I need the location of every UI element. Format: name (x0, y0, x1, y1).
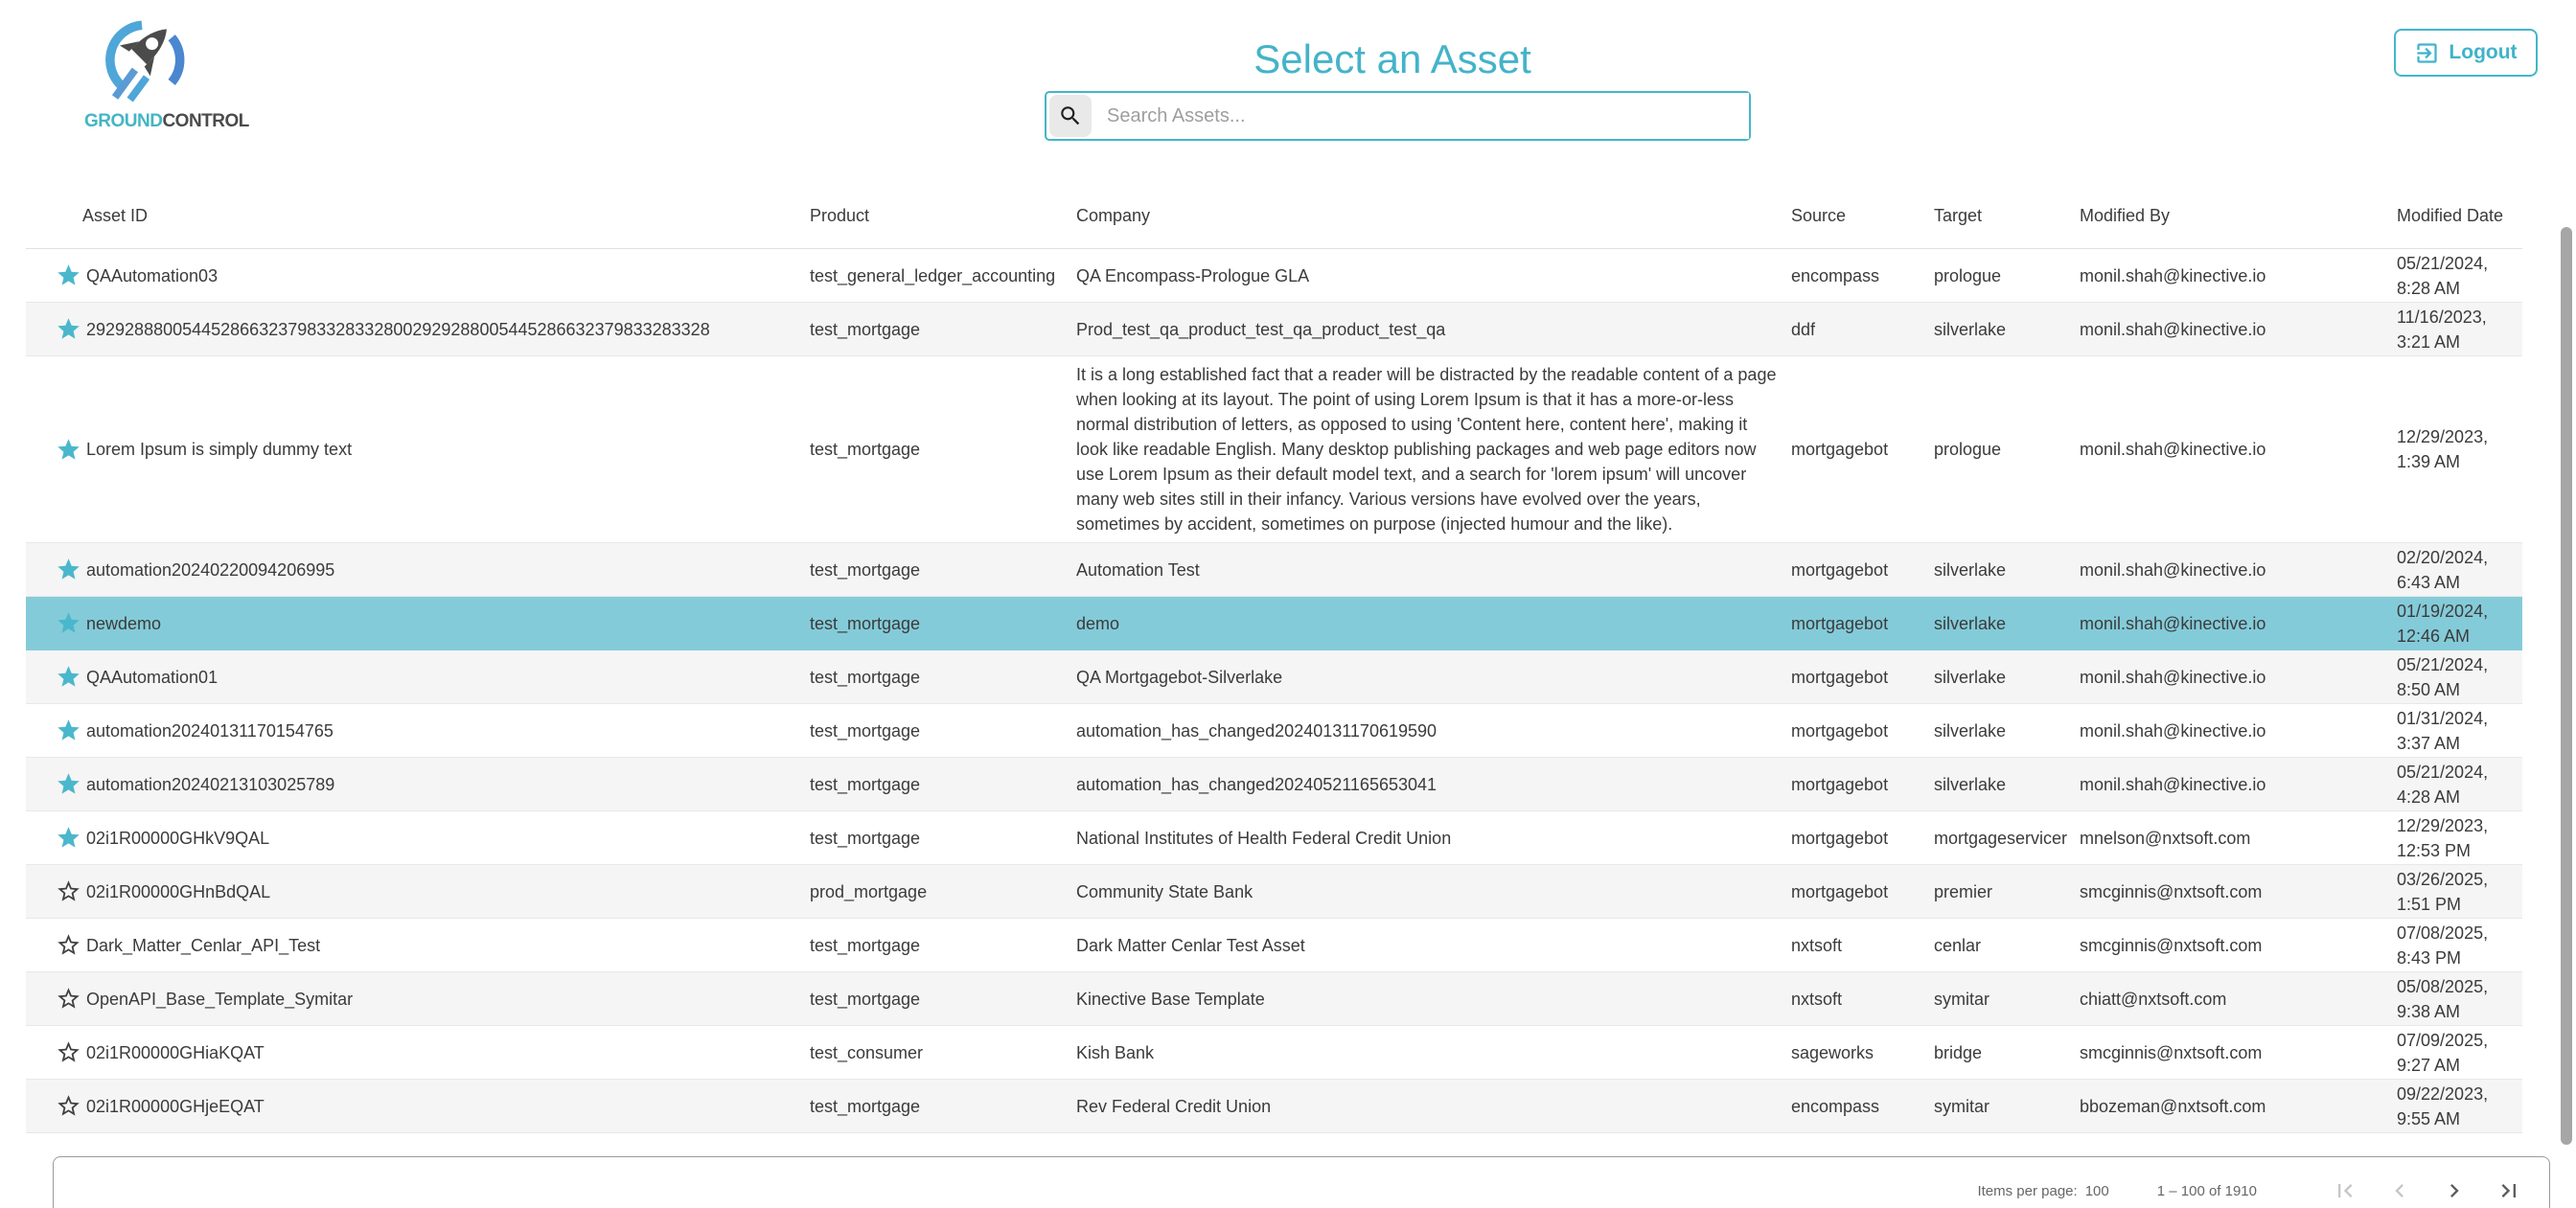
vertical-scrollbar-thumb[interactable] (2561, 227, 2572, 1145)
product-text: prod_mortgage (810, 881, 928, 901)
company-text: It is a long established fact that a reader will be distracted by the readable content of a page when looking at its layout. The point of using Lorem Ipsum is that it has a more-or-less normal distribution of letters, as opposed to using 'Content here, content here', making it look like readable English. Many desktop publishing packages and web page editors now use Lorem Ipsum as their default model text, and a search for 'lorem ipsum' will uncover many web sites still in their infancy. Various versions have evolved over the years, sometimes by accident, sometimes on purpose (injected humour and the like). (1076, 365, 1777, 534)
table-row[interactable] (26, 249, 2522, 303)
source-text: mortgagebot (1791, 774, 1889, 794)
product-text: test_mortgage (810, 667, 921, 687)
source-text: nxtsoft (1791, 989, 1843, 1009)
table-row[interactable] (26, 811, 2522, 865)
logout-label: Logout (2449, 41, 2518, 63)
source-text: sageworks (1791, 1042, 1874, 1062)
items-per-page-select[interactable]: 100 (2084, 1182, 2109, 1199)
asset-table (26, 182, 2522, 1133)
star-filled-icon[interactable] (56, 610, 81, 636)
modified-date-text: 05/21/2024, 8:28 AM (2397, 253, 2489, 298)
company-text: Community State Bank (1076, 881, 1254, 901)
product-text: test_mortgage (810, 613, 921, 633)
modified-by-text: monil.shah@kinective.io (2080, 319, 2266, 339)
source-text: mortgagebot (1791, 559, 1889, 580)
chevron-left-icon (2386, 1177, 2413, 1204)
source-text: mortgagebot (1791, 667, 1889, 687)
company-text: Dark Matter Cenlar Test Asset (1076, 935, 1305, 955)
modified-date-text: 01/19/2024, 12:46 AM (2397, 601, 2489, 646)
target-text: silverlake (1934, 774, 2007, 794)
table-row[interactable] (26, 865, 2522, 919)
product-text: test_mortgage (810, 989, 921, 1009)
asset-id-text: Dark_Matter_Cenlar_API_Test (86, 935, 321, 955)
last-page-icon (2496, 1177, 2522, 1204)
rocket-icon (97, 13, 196, 113)
modified-by-text: monil.shah@kinective.io (2080, 265, 2266, 285)
table-row[interactable] (26, 919, 2522, 972)
last-page-button[interactable] (2490, 1172, 2528, 1208)
logo-wordmark: GROUNDCONTROL (84, 111, 249, 131)
target-text: prologue (1934, 265, 2002, 285)
modified-date-text: 05/21/2024, 8:50 AM (2397, 654, 2489, 699)
modified-by-text: smcginnis@nxtsoft.com (2080, 1042, 2263, 1062)
product-text: test_mortgage (810, 828, 921, 848)
search-input[interactable] (1092, 93, 1749, 139)
groundcontrol-logo (84, 13, 249, 132)
asset-id-text: OpenAPI_Base_Template_Symitar (86, 989, 354, 1009)
target-text: symitar (1934, 1096, 1990, 1116)
search-icon-button[interactable] (1049, 95, 1092, 137)
search-icon (1058, 103, 1083, 128)
logout-button[interactable] (2394, 29, 2538, 77)
star-filled-icon[interactable] (56, 316, 81, 342)
target-text: cenlar (1934, 935, 1982, 955)
first-page-button[interactable] (2326, 1172, 2364, 1208)
modified-by-text: bbozeman@nxtsoft.com (2080, 1096, 2266, 1116)
first-page-icon (2332, 1177, 2358, 1204)
modified-date-text: 03/26/2025, 1:51 PM (2397, 869, 2489, 914)
company-text: automation_has_changed20240521165653041 (1076, 774, 1438, 794)
column-header-product: Product (810, 205, 870, 225)
modified-date-text: 05/21/2024, 4:28 AM (2397, 762, 2489, 807)
pagination-range-label: 1 – 100 of 1910 (2156, 1182, 2257, 1199)
table-row[interactable] (26, 1026, 2522, 1080)
table-row[interactable] (26, 758, 2522, 811)
modified-by-text: monil.shah@kinective.io (2080, 667, 2266, 687)
table-row[interactable] (26, 650, 2522, 704)
table-row[interactable] (26, 1080, 2522, 1133)
modified-date-text: 05/08/2025, 9:38 AM (2397, 976, 2489, 1021)
previous-page-button[interactable] (2380, 1172, 2419, 1208)
modified-date-text: 11/16/2023, 3:21 AM (2397, 307, 2487, 352)
modified-by-text: monil.shah@kinective.io (2080, 613, 2266, 633)
modified-by-text: monil.shah@kinective.io (2080, 720, 2266, 741)
modified-date-text: 12/29/2023, 1:39 AM (2397, 427, 2489, 471)
table-row[interactable] (26, 303, 2522, 356)
modified-by-text: mnelson@nxtsoft.com (2080, 828, 2251, 848)
product-text: test_mortgage (810, 440, 921, 459)
star-filled-icon[interactable] (56, 557, 81, 582)
modified-date-text: 02/20/2024, 6:43 AM (2397, 547, 2489, 592)
star-outline-icon[interactable] (56, 986, 81, 1012)
column-header-asset-id: Asset ID (82, 205, 149, 225)
source-text: mortgagebot (1791, 720, 1889, 741)
column-header-target: Target (1934, 205, 1983, 225)
target-text: silverlake (1934, 613, 2007, 633)
search-box (1045, 91, 1751, 141)
modified-date-text: 07/09/2025, 9:27 AM (2397, 1030, 2489, 1075)
table-row[interactable] (26, 597, 2522, 650)
product-text: test_mortgage (810, 935, 921, 955)
table-row[interactable] (26, 704, 2522, 758)
company-text: National Institutes of Health Federal Credit Union (1076, 828, 1452, 848)
asset-id-text: automation20240213103025789 (86, 774, 335, 794)
table-header-row (26, 182, 2522, 249)
source-text: nxtsoft (1791, 935, 1843, 955)
items-per-page-label: Items per page: (1977, 1182, 2078, 1199)
star-filled-icon[interactable] (56, 825, 81, 851)
chevron-right-icon (2441, 1177, 2468, 1204)
modified-by-text: monil.shah@kinective.io (2080, 559, 2266, 580)
asset-id-text: automation20240220094206995 (86, 559, 335, 580)
modified-by-text: monil.shah@kinective.io (2080, 440, 2266, 459)
column-header-modified-date: Modified Date (2397, 205, 2504, 225)
asset-id-text: QAAutomation01 (86, 667, 218, 687)
star-filled-icon[interactable] (56, 771, 81, 797)
company-text: QA Mortgagebot-Silverlake (1076, 667, 1283, 687)
next-page-button[interactable] (2435, 1172, 2473, 1208)
asset-id-text: 02i1R00000GHnBdQAL (86, 881, 271, 901)
company-text: Automation Test (1076, 559, 1200, 580)
asset-id-text: 02i1R00000GHjeEQAT (86, 1096, 264, 1116)
product-text: test_mortgage (810, 319, 921, 339)
company-text: QA Encompass-Prologue GLA (1076, 265, 1310, 285)
modified-date-text: 09/22/2023, 9:55 AM (2397, 1083, 2489, 1128)
asset-id-text: automation20240131170154765 (86, 720, 334, 741)
target-text: premier (1934, 881, 1993, 901)
pagination-bar (53, 1156, 2550, 1208)
asset-table-body (26, 249, 2522, 1133)
company-text: Prod_test_qa_product_test_qa_product_test_qa (1076, 319, 1446, 339)
target-text: silverlake (1934, 667, 2007, 687)
asset-id-text: newdemo (86, 613, 162, 633)
product-text: test_mortgage (810, 774, 921, 794)
column-header-modified-by: Modified By (2080, 205, 2171, 225)
star-filled-icon[interactable] (56, 718, 81, 743)
target-text: silverlake (1934, 720, 2007, 741)
product-text: test_consumer (810, 1042, 924, 1062)
star-filled-icon[interactable] (56, 664, 81, 690)
modified-date-text: 07/08/2025, 8:43 PM (2397, 923, 2489, 968)
modified-by-text: smcginnis@nxtsoft.com (2080, 881, 2263, 901)
star-outline-icon[interactable] (56, 932, 81, 958)
asset-id-text: QAAutomation03 (86, 265, 218, 285)
table-row[interactable] (26, 356, 2522, 543)
exit-to-app-icon (2414, 40, 2440, 66)
source-text: mortgagebot (1791, 828, 1889, 848)
asset-id-text: Lorem Ipsum is simply dummy text (86, 440, 353, 459)
star-filled-icon[interactable] (56, 262, 81, 288)
star-outline-icon[interactable] (56, 1039, 81, 1065)
star-outline-icon[interactable] (56, 878, 81, 904)
source-text: ddf (1791, 319, 1816, 339)
product-text: test_mortgage (810, 720, 921, 741)
modified-by-text: smcginnis@nxtsoft.com (2080, 935, 2263, 955)
target-text: mortgageservicer (1934, 828, 2068, 848)
asset-id-text: 02i1R00000GHkV9QAL (86, 828, 270, 848)
target-text: silverlake (1934, 319, 2007, 339)
table-row[interactable] (26, 972, 2522, 1026)
target-text: silverlake (1934, 559, 2007, 580)
company-text: Kish Bank (1076, 1042, 1155, 1062)
modified-by-text: monil.shah@kinective.io (2080, 774, 2266, 794)
product-text: test_general_ledger_accounting (810, 265, 1056, 285)
column-header-company: Company (1076, 205, 1151, 225)
star-outline-icon[interactable] (56, 1093, 81, 1119)
source-text: encompass (1791, 265, 1880, 285)
table-row[interactable] (26, 543, 2522, 597)
asset-id-text: 02i1R00000GHiaKQAT (86, 1042, 264, 1062)
company-text: Rev Federal Credit Union (1076, 1096, 1272, 1116)
source-text: encompass (1791, 1096, 1880, 1116)
modified-date-text: 01/31/2024, 3:37 AM (2397, 708, 2489, 753)
product-text: test_mortgage (810, 1096, 921, 1116)
company-text: Kinective Base Template (1076, 989, 1265, 1009)
target-text: symitar (1934, 989, 1990, 1009)
star-filled-icon[interactable] (56, 437, 81, 463)
asset-id-text: 29292888005445286632379833283328002929288005445286632379833283328 (86, 319, 710, 339)
source-text: mortgagebot (1791, 440, 1889, 459)
product-text: test_mortgage (810, 559, 921, 580)
modified-date-text: 12/29/2023, 12:53 PM (2397, 815, 2489, 860)
company-text: automation_has_changed20240131170619590 (1076, 720, 1438, 741)
column-header-source: Source (1791, 205, 1847, 225)
page-title: Select an Asset (1254, 36, 1531, 81)
modified-by-text: chiatt@nxtsoft.com (2080, 989, 2227, 1009)
company-text: demo (1076, 613, 1120, 633)
source-text: mortgagebot (1791, 881, 1889, 901)
source-text: mortgagebot (1791, 613, 1889, 633)
target-text: bridge (1934, 1042, 1983, 1062)
target-text: prologue (1934, 440, 2002, 459)
